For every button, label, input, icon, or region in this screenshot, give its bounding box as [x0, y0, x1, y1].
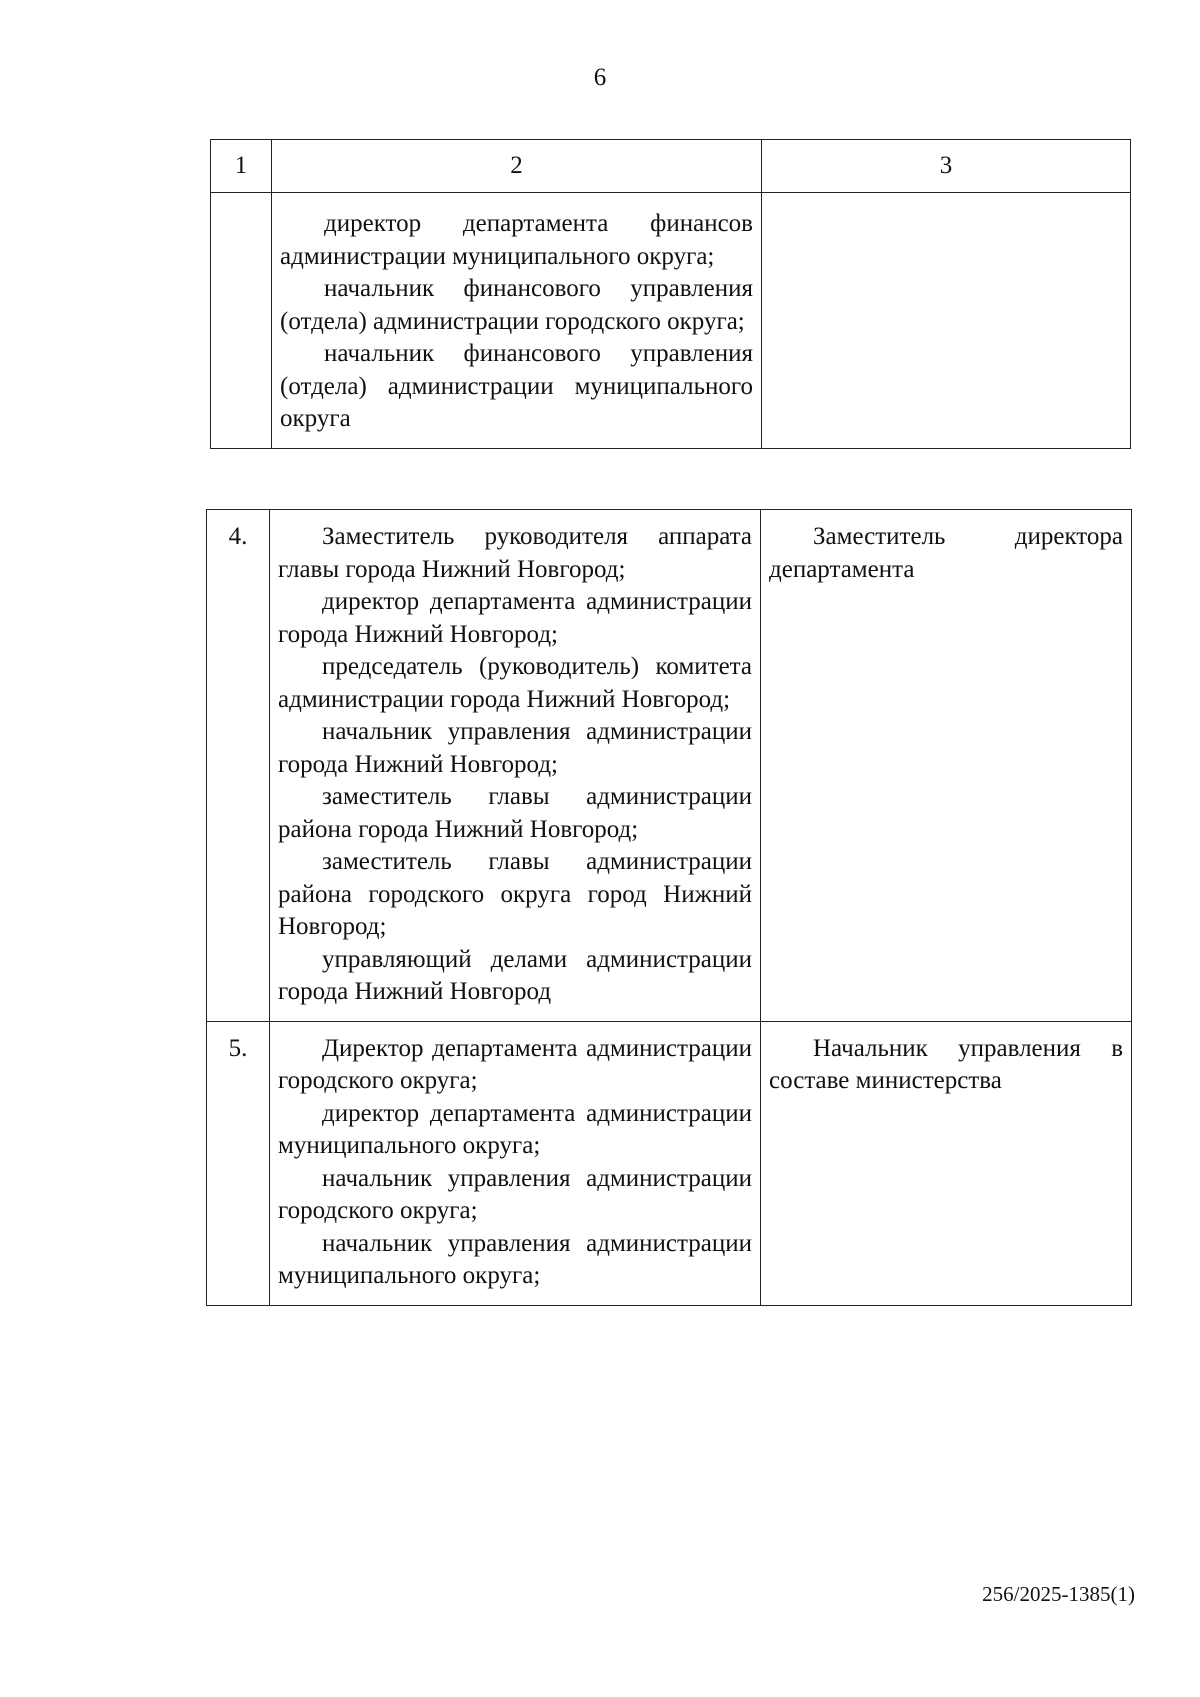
position-item: заместитель главы администрации района городского округа город Нижний Новгород;: [278, 848, 752, 940]
positions-cell: [272, 193, 762, 449]
target-position: Заместитель директора департамента: [769, 523, 1123, 583]
page-number: 6: [593, 64, 607, 91]
position-item: управляющий делами администрации города Нижний Новгород: [278, 945, 752, 1005]
position-item: председатель (руководитель) комитета администрации города Нижний Новгород;: [278, 653, 752, 713]
position-item: начальник управления администрации города Нижний Новгород;: [278, 718, 752, 778]
position-item: начальник финансового управления (отдела) администрации муниципального округа: [280, 340, 753, 432]
target-position-cell: [762, 193, 1131, 449]
position-item: заместитель главы администрации района города Нижний Новгород;: [278, 783, 752, 843]
target-position-cell: [761, 510, 1132, 1022]
table-rows: [206, 509, 1132, 1306]
position-item: директор департамента финансов администрации муниципального округа;: [280, 210, 753, 270]
position-item: Заместитель руководителя аппарата главы города Нижний Новгород;: [278, 523, 752, 583]
header-col-1: 1: [211, 140, 272, 193]
row-number: 5.: [207, 1021, 270, 1305]
positions-cell: [270, 510, 761, 1022]
table-row-continuation: [211, 193, 1131, 449]
table-header-and-continuation: [210, 139, 1131, 449]
position-item: начальник управления администрации муниципального округа;: [278, 1229, 752, 1289]
target-position: Начальник управления в составе министерства: [769, 1034, 1123, 1094]
position-item: начальник управления администрации городского округа;: [278, 1164, 752, 1224]
table-row: [207, 1021, 1132, 1305]
positions-cell: [270, 1021, 761, 1305]
header-col-3: 3: [762, 140, 1131, 193]
table-row: [207, 510, 1132, 1022]
table-header-row: [211, 140, 1131, 193]
position-item: директор департамента администрации муниципального округа;: [278, 1099, 752, 1159]
target-position-cell: [761, 1021, 1132, 1305]
document-code: 256/2025-1385(1): [982, 1582, 1135, 1606]
position-item: начальник финансового управления (отдела) администрации городского округа;: [280, 275, 753, 335]
position-item: директор департамента администрации города Нижний Новгород;: [278, 588, 752, 648]
header-col-2: 2: [272, 140, 762, 193]
row-number: 4.: [207, 510, 270, 1022]
row-number-cell: [211, 193, 272, 449]
position-item: Директор департамента администрации городского округа;: [278, 1034, 752, 1094]
